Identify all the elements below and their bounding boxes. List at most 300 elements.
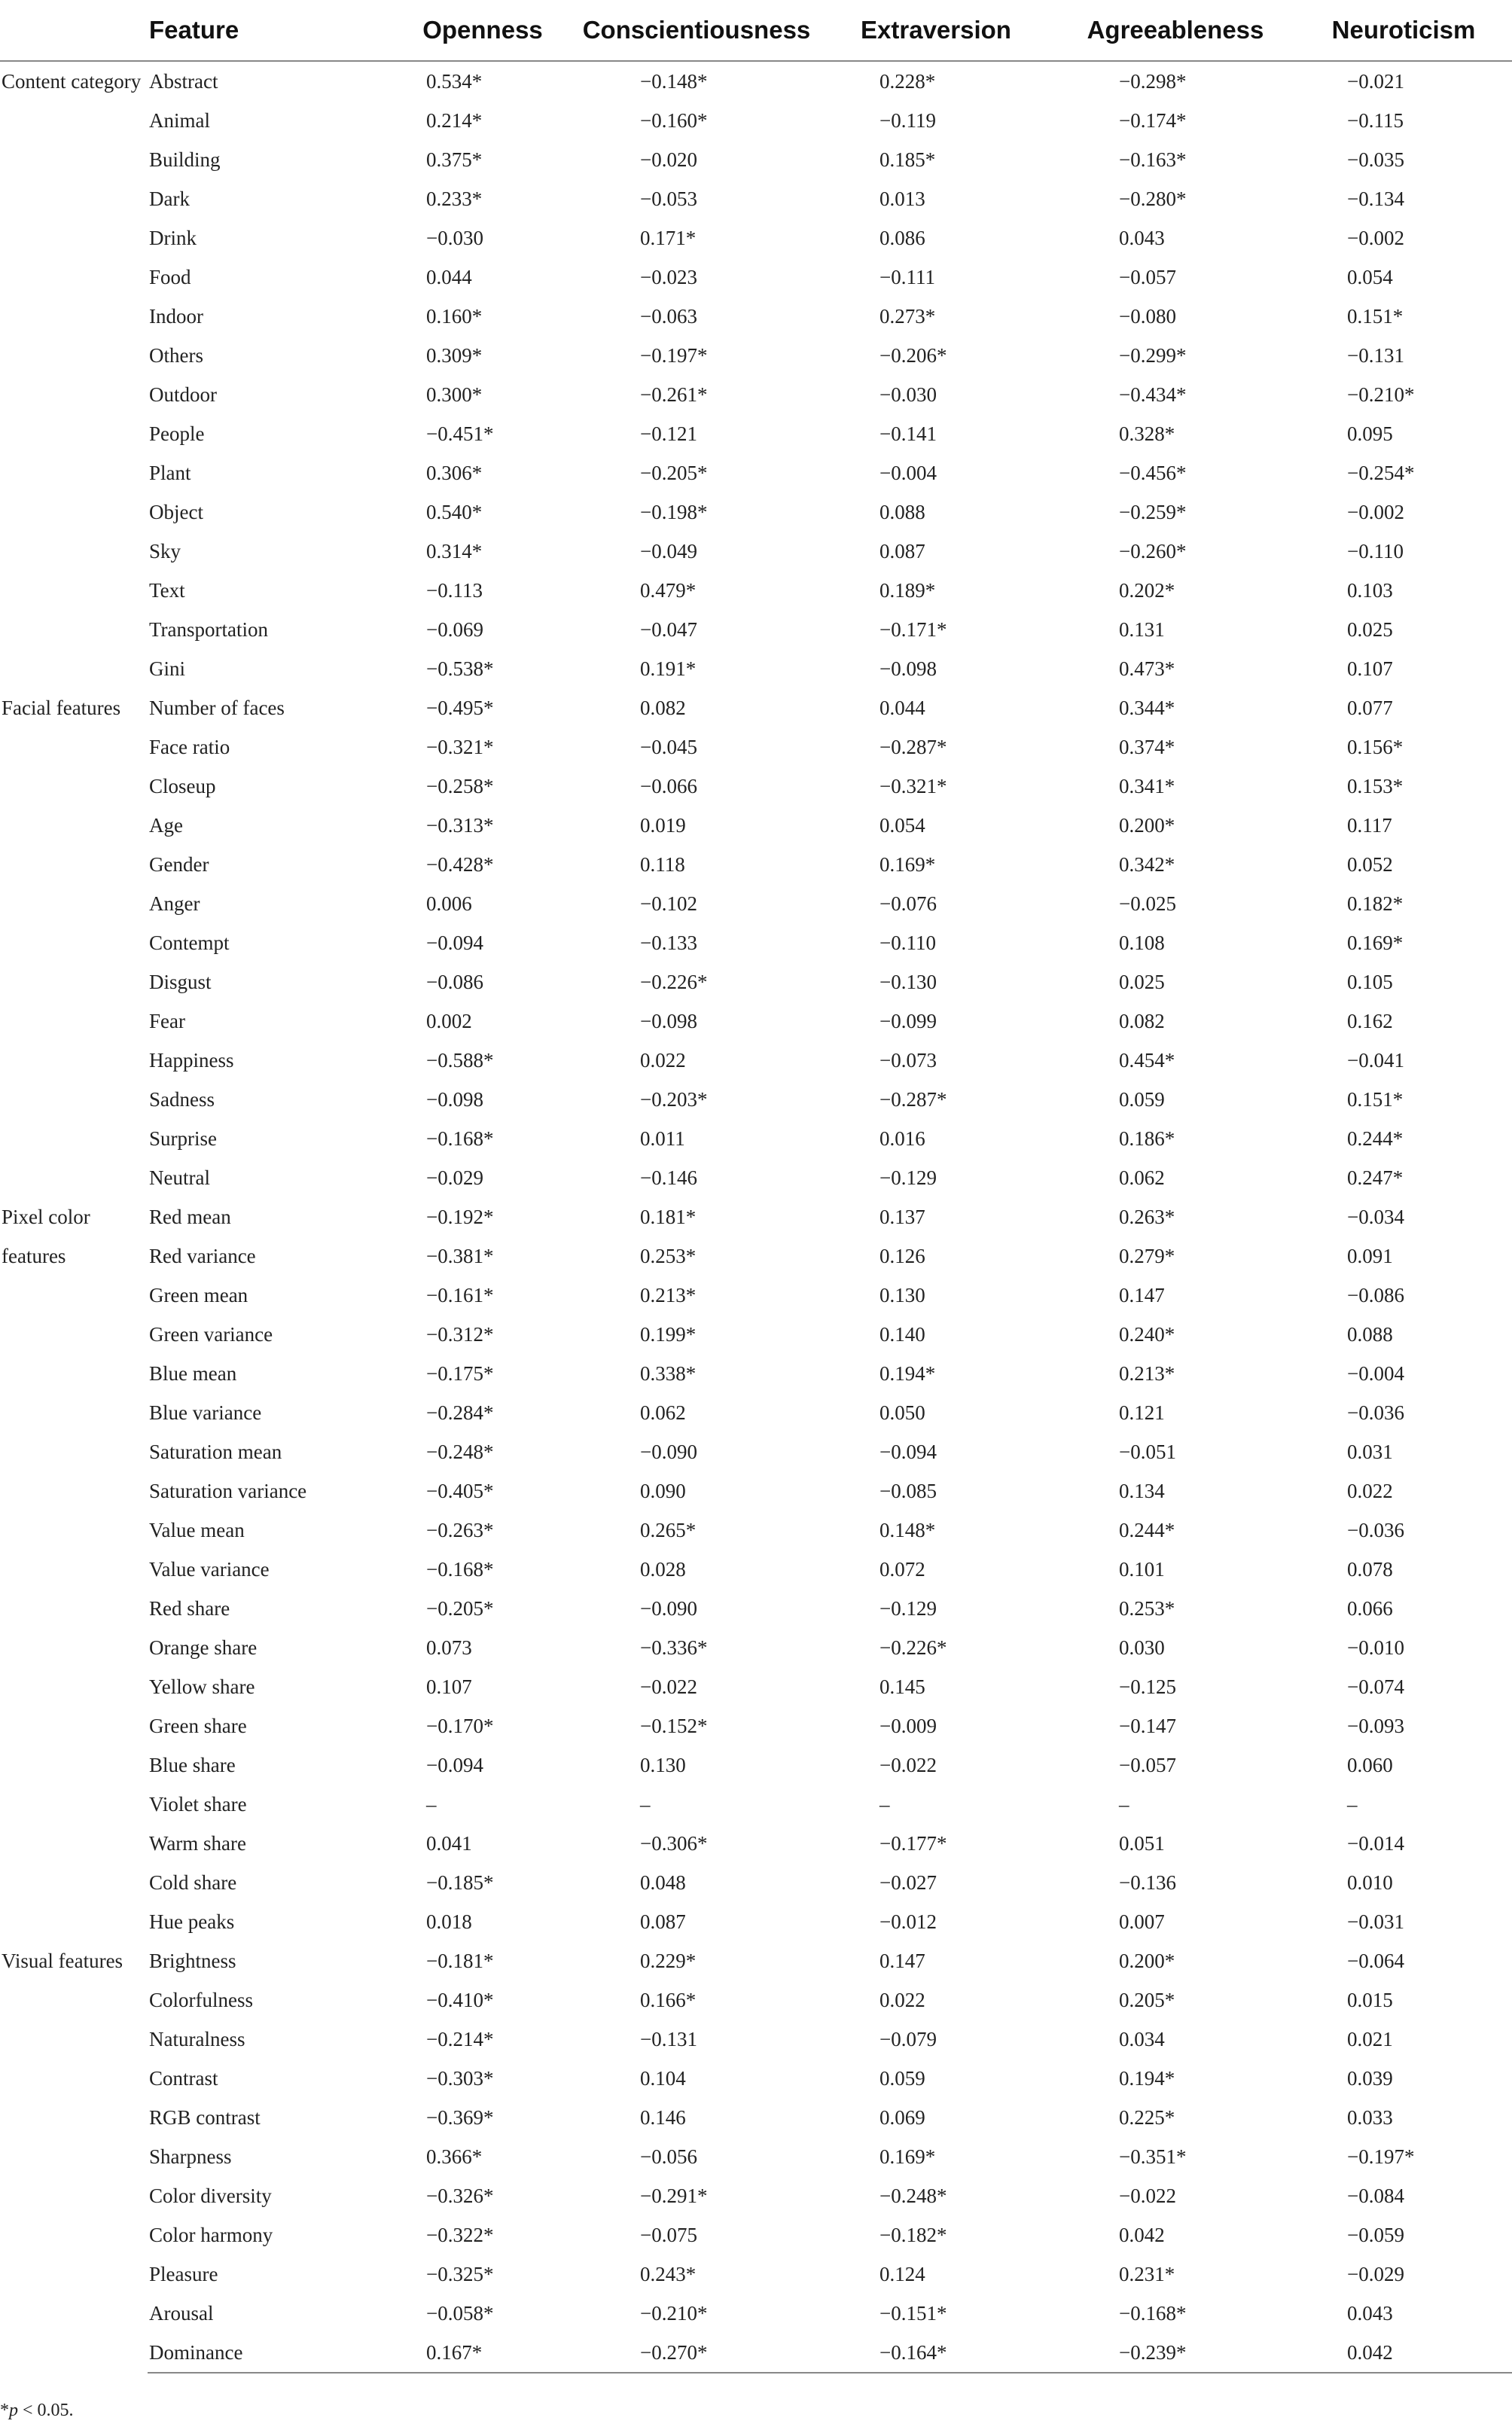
conscientiousness-cell bbox=[577, 2059, 816, 2098]
openness-value: −0.410* bbox=[426, 1989, 494, 2011]
conscientiousness-cell bbox=[577, 1824, 816, 1863]
extraversion-value: 0.013 bbox=[879, 188, 925, 210]
conscientiousness-value: −0.102 bbox=[640, 892, 697, 915]
agreeableness-value: 0.134 bbox=[1119, 1480, 1165, 1502]
openness-value: −0.428* bbox=[426, 853, 494, 876]
extraversion-cell bbox=[816, 2333, 1056, 2373]
table-row bbox=[0, 1706, 1512, 1745]
extraversion-cell bbox=[816, 1550, 1056, 1589]
openness-value: 0.540* bbox=[426, 501, 483, 523]
feature-cell: Anger bbox=[149, 892, 200, 915]
conscientiousness-value: −0.090 bbox=[640, 1441, 697, 1463]
extraversion-cell bbox=[816, 2059, 1056, 2098]
feature-cell: Blue mean bbox=[149, 1362, 237, 1385]
neuroticism-cell bbox=[1295, 532, 1512, 571]
conscientiousness-cell bbox=[577, 2098, 816, 2137]
extraversion-cell bbox=[816, 610, 1056, 649]
extraversion-cell bbox=[816, 1354, 1056, 1393]
conscientiousness-cell bbox=[577, 414, 816, 453]
extraversion-value: 0.022 bbox=[879, 1989, 925, 2011]
conscientiousness-value: 0.019 bbox=[640, 814, 686, 837]
agreeableness-value: −0.174* bbox=[1119, 109, 1187, 132]
extraversion-value: 0.016 bbox=[879, 1127, 925, 1150]
conscientiousness-cell bbox=[577, 1980, 816, 2020]
conscientiousness-cell bbox=[577, 1941, 816, 1980]
table-row bbox=[0, 1745, 1512, 1785]
neuroticism-cell bbox=[1295, 1667, 1512, 1706]
agreeableness-cell bbox=[1056, 1197, 1295, 1236]
feature-cell: Transportation bbox=[149, 618, 269, 641]
openness-value: 0.314* bbox=[426, 540, 483, 563]
openness-value: −0.321* bbox=[426, 736, 494, 758]
conscientiousness-cell bbox=[577, 767, 816, 806]
agreeableness-cell bbox=[1056, 1628, 1295, 1667]
extraversion-value: 0.140 bbox=[879, 1323, 925, 1346]
conscientiousness-cell bbox=[577, 1002, 816, 1041]
neuroticism-cell bbox=[1295, 1628, 1512, 1667]
feature-cell: Arousal bbox=[149, 2302, 214, 2325]
table-row bbox=[0, 1315, 1512, 1354]
neuroticism-cell bbox=[1295, 414, 1512, 453]
openness-cell bbox=[389, 1589, 577, 1628]
conscientiousness-value: −0.205* bbox=[640, 462, 708, 484]
agreeableness-value: 0.042 bbox=[1119, 2224, 1165, 2246]
agreeableness-cell bbox=[1056, 2059, 1295, 2098]
conscientiousness-cell bbox=[577, 1550, 816, 1589]
conscientiousness-cell bbox=[577, 218, 816, 258]
table-row bbox=[0, 2137, 1512, 2176]
feature-cell: Red share bbox=[149, 1597, 230, 1620]
table-row bbox=[0, 1785, 1512, 1824]
agreeableness-cell bbox=[1056, 375, 1295, 414]
neuroticism-value: 0.107 bbox=[1347, 657, 1393, 680]
openness-cell bbox=[389, 2020, 577, 2059]
feature-cell: Color diversity bbox=[149, 2184, 272, 2207]
extraversion-value: 0.169* bbox=[879, 2145, 936, 2168]
conscientiousness-cell bbox=[577, 1745, 816, 1785]
agreeableness-cell bbox=[1056, 1315, 1295, 1354]
table-row bbox=[0, 336, 1512, 375]
agreeableness-cell bbox=[1056, 884, 1295, 923]
conscientiousness-value: −0.053 bbox=[640, 188, 697, 210]
agreeableness-cell bbox=[1056, 1824, 1295, 1863]
feature-cell: Blue share bbox=[149, 1754, 236, 1776]
conscientiousness-cell bbox=[577, 649, 816, 688]
extraversion-value: −0.009 bbox=[879, 1715, 937, 1737]
agreeableness-cell bbox=[1056, 492, 1295, 532]
conscientiousness-value: −0.336* bbox=[640, 1636, 708, 1659]
extraversion-value: 0.072 bbox=[879, 1558, 925, 1581]
table-body bbox=[0, 61, 1512, 2373]
feature-cell: Brightness bbox=[149, 1950, 236, 1972]
conscientiousness-cell bbox=[577, 61, 816, 101]
extraversion-cell bbox=[816, 375, 1056, 414]
neuroticism-cell bbox=[1295, 1158, 1512, 1197]
footnote-marker: * bbox=[0, 2401, 9, 2420]
extraversion-value: −0.129 bbox=[879, 1166, 937, 1189]
conscientiousness-value: −0.075 bbox=[640, 2224, 697, 2246]
extraversion-value: 0.069 bbox=[879, 2106, 925, 2129]
extraversion-cell bbox=[816, 179, 1056, 218]
neuroticism-value: 0.105 bbox=[1347, 971, 1393, 993]
neuroticism-value: −0.004 bbox=[1347, 1362, 1404, 1385]
conscientiousness-cell bbox=[577, 1902, 816, 1941]
group-label: Visual features bbox=[2, 1950, 123, 1972]
conscientiousness-cell bbox=[577, 1432, 816, 1471]
agreeableness-value: 0.051 bbox=[1119, 1832, 1165, 1855]
feature-cell: Gender bbox=[149, 853, 209, 876]
feature-cell: Red mean bbox=[149, 1206, 231, 1228]
openness-value: −0.205* bbox=[426, 1597, 494, 1620]
conscientiousness-cell bbox=[577, 492, 816, 532]
agreeableness-cell bbox=[1056, 2294, 1295, 2333]
table-row bbox=[0, 1824, 1512, 1863]
neuroticism-cell bbox=[1295, 1902, 1512, 1941]
conscientiousness-cell bbox=[577, 1471, 816, 1511]
neuroticism-cell bbox=[1295, 2215, 1512, 2255]
openness-cell bbox=[389, 492, 577, 532]
conscientiousness-value: −0.160* bbox=[640, 109, 708, 132]
extraversion-value: −0.321* bbox=[879, 775, 947, 797]
agreeableness-cell bbox=[1056, 962, 1295, 1002]
agreeableness-cell bbox=[1056, 336, 1295, 375]
openness-value: −0.170* bbox=[426, 1715, 494, 1737]
extraversion-cell bbox=[816, 1511, 1056, 1550]
table-row bbox=[0, 2255, 1512, 2294]
feature-cell: Animal bbox=[149, 109, 210, 132]
agreeableness-value: 0.253* bbox=[1119, 1597, 1175, 1620]
conscientiousness-value: 0.229* bbox=[640, 1950, 697, 1972]
conscientiousness-cell bbox=[577, 845, 816, 884]
header-neuroticism: Neuroticism bbox=[1295, 0, 1512, 61]
feature-cell: Dark bbox=[149, 188, 190, 210]
neuroticism-cell bbox=[1295, 884, 1512, 923]
neuroticism-value: −0.115 bbox=[1347, 109, 1404, 132]
neuroticism-cell bbox=[1295, 218, 1512, 258]
table-row bbox=[0, 1667, 1512, 1706]
table-row bbox=[0, 2020, 1512, 2059]
extraversion-cell bbox=[816, 767, 1056, 806]
extraversion-value: −0.099 bbox=[879, 1010, 937, 1032]
neuroticism-cell bbox=[1295, 101, 1512, 140]
openness-value: 0.534* bbox=[426, 70, 483, 93]
neuroticism-cell bbox=[1295, 806, 1512, 845]
extraversion-cell bbox=[816, 258, 1056, 297]
neuroticism-value: 0.244* bbox=[1347, 1127, 1404, 1150]
openness-cell bbox=[389, 61, 577, 101]
conscientiousness-value: −0.291* bbox=[640, 2184, 708, 2207]
extraversion-cell bbox=[816, 414, 1056, 453]
neuroticism-cell bbox=[1295, 1393, 1512, 1432]
agreeableness-value: −0.259* bbox=[1119, 501, 1187, 523]
conscientiousness-value: −0.022 bbox=[640, 1675, 697, 1698]
feature-cell: Food bbox=[149, 266, 191, 288]
conscientiousness-value: 0.090 bbox=[640, 1480, 686, 1502]
conscientiousness-value: 0.181* bbox=[640, 1206, 697, 1228]
agreeableness-value: 0.131 bbox=[1119, 618, 1165, 641]
neuroticism-value: −0.086 bbox=[1347, 1284, 1404, 1306]
extraversion-value: −0.182* bbox=[879, 2224, 947, 2246]
extraversion-value: 0.189* bbox=[879, 579, 936, 602]
feature-cell: Others bbox=[149, 344, 203, 367]
conscientiousness-cell bbox=[577, 1315, 816, 1354]
conscientiousness-cell bbox=[577, 1785, 816, 1824]
conscientiousness-cell bbox=[577, 2294, 816, 2333]
agreeableness-value: −0.298* bbox=[1119, 70, 1187, 93]
agreeableness-value: −0.280* bbox=[1119, 188, 1187, 210]
neuroticism-cell bbox=[1295, 1119, 1512, 1158]
table-row bbox=[0, 218, 1512, 258]
table-row bbox=[0, 2098, 1512, 2137]
extraversion-value: 0.185* bbox=[879, 148, 936, 171]
openness-value: −0.313* bbox=[426, 814, 494, 837]
conscientiousness-value: −0.063 bbox=[640, 305, 697, 328]
feature-cell: Violet share bbox=[149, 1793, 247, 1816]
extraversion-cell bbox=[816, 649, 1056, 688]
extraversion-value: 0.148* bbox=[879, 1519, 936, 1541]
agreeableness-value: −0.057 bbox=[1119, 266, 1176, 288]
conscientiousness-cell bbox=[577, 1197, 816, 1236]
conscientiousness-cell bbox=[577, 688, 816, 727]
agreeableness-value: −0.136 bbox=[1119, 1871, 1176, 1894]
conscientiousness-cell bbox=[577, 1158, 816, 1197]
openness-value: 0.366* bbox=[426, 2145, 483, 2168]
neuroticism-cell bbox=[1295, 453, 1512, 492]
neuroticism-cell bbox=[1295, 2098, 1512, 2137]
feature-cell: Plant bbox=[149, 462, 191, 484]
conscientiousness-cell bbox=[577, 179, 816, 218]
neuroticism-cell bbox=[1295, 2333, 1512, 2373]
openness-value: −0.168* bbox=[426, 1558, 494, 1581]
extraversion-cell bbox=[816, 1589, 1056, 1628]
conscientiousness-cell bbox=[577, 532, 816, 571]
agreeableness-cell bbox=[1056, 179, 1295, 218]
openness-value: −0.168* bbox=[426, 1127, 494, 1150]
table-row bbox=[0, 453, 1512, 492]
table-row bbox=[0, 1236, 1512, 1276]
extraversion-value: −0.111 bbox=[879, 266, 935, 288]
agreeableness-cell bbox=[1056, 2098, 1295, 2137]
feature-cell: RGB contrast bbox=[149, 2106, 261, 2129]
feature-cell: Green variance bbox=[149, 1323, 273, 1346]
agreeableness-cell bbox=[1056, 1706, 1295, 1745]
conscientiousness-value: 0.199* bbox=[640, 1323, 697, 1346]
neuroticism-value: −0.041 bbox=[1347, 1049, 1404, 1072]
table-row bbox=[0, 1941, 1512, 1980]
agreeableness-cell bbox=[1056, 2255, 1295, 2294]
extraversion-value: −0.287* bbox=[879, 736, 947, 758]
feature-cell: Happiness bbox=[149, 1049, 234, 1072]
openness-value: −0.258* bbox=[426, 775, 494, 797]
conscientiousness-value: −0.121 bbox=[640, 422, 697, 445]
agreeableness-cell bbox=[1056, 2176, 1295, 2215]
neuroticism-value: −0.131 bbox=[1347, 344, 1404, 367]
openness-cell bbox=[389, 1471, 577, 1511]
extraversion-value: −0.164* bbox=[879, 2341, 947, 2364]
agreeableness-cell bbox=[1056, 2020, 1295, 2059]
neuroticism-value: −0.002 bbox=[1347, 501, 1404, 523]
feature-cell: Value variance bbox=[149, 1558, 270, 1581]
openness-cell bbox=[389, 1824, 577, 1863]
conscientiousness-value: −0.049 bbox=[640, 540, 697, 563]
table-row bbox=[0, 1980, 1512, 2020]
agreeableness-value: −0.168* bbox=[1119, 2302, 1187, 2325]
openness-value: −0.192* bbox=[426, 1206, 494, 1228]
feature-cell: Dominance bbox=[148, 2333, 389, 2373]
extraversion-cell bbox=[816, 218, 1056, 258]
extraversion-value: −0.027 bbox=[879, 1871, 937, 1894]
conscientiousness-value: 0.253* bbox=[640, 1245, 697, 1267]
extraversion-value: −0.130 bbox=[879, 971, 937, 993]
openness-cell bbox=[389, 1080, 577, 1119]
neuroticism-value: 0.042 bbox=[1347, 2341, 1393, 2364]
conscientiousness-cell bbox=[577, 1628, 816, 1667]
extraversion-cell bbox=[816, 1276, 1056, 1315]
extraversion-value: −0.171* bbox=[879, 618, 947, 641]
neuroticism-value: 0.025 bbox=[1347, 618, 1393, 641]
extraversion-cell bbox=[816, 845, 1056, 884]
conscientiousness-cell bbox=[577, 806, 816, 845]
conscientiousness-value: – bbox=[640, 1793, 651, 1816]
openness-value: −0.185* bbox=[426, 1871, 494, 1894]
openness-cell bbox=[389, 727, 577, 767]
feature-cell: Contrast bbox=[149, 2067, 218, 2090]
agreeableness-cell bbox=[1056, 258, 1295, 297]
neuroticism-cell bbox=[1295, 1002, 1512, 1041]
neuroticism-value: 0.052 bbox=[1347, 853, 1393, 876]
table-row bbox=[0, 923, 1512, 962]
neuroticism-value: 0.054 bbox=[1347, 266, 1393, 288]
openness-cell bbox=[389, 258, 577, 297]
neuroticism-value: 0.095 bbox=[1347, 422, 1393, 445]
neuroticism-value: −0.002 bbox=[1347, 227, 1404, 249]
agreeableness-cell bbox=[1056, 297, 1295, 336]
extraversion-cell bbox=[816, 2255, 1056, 2294]
openness-cell bbox=[389, 1276, 577, 1315]
extraversion-value: −0.119 bbox=[879, 109, 936, 132]
table-row bbox=[0, 1471, 1512, 1511]
extraversion-cell bbox=[816, 923, 1056, 962]
agreeableness-cell bbox=[1056, 727, 1295, 767]
openness-value: 0.018 bbox=[426, 1910, 472, 1933]
neuroticism-cell bbox=[1295, 1511, 1512, 1550]
neuroticism-cell bbox=[1295, 1432, 1512, 1471]
feature-cell: Hue peaks bbox=[149, 1910, 235, 1933]
table-row bbox=[0, 767, 1512, 806]
neuroticism-value: −0.064 bbox=[1347, 1950, 1404, 1972]
agreeableness-cell bbox=[1056, 414, 1295, 453]
openness-value: 0.044 bbox=[426, 266, 472, 288]
extraversion-value: −0.085 bbox=[879, 1480, 937, 1502]
conscientiousness-cell bbox=[577, 962, 816, 1002]
conscientiousness-cell bbox=[577, 1119, 816, 1158]
conscientiousness-cell bbox=[577, 140, 816, 179]
agreeableness-value: 0.279* bbox=[1119, 1245, 1175, 1267]
neuroticism-value: 0.182* bbox=[1347, 892, 1404, 915]
agreeableness-cell bbox=[1056, 1119, 1295, 1158]
openness-cell bbox=[389, 806, 577, 845]
conscientiousness-value: −0.306* bbox=[640, 1832, 708, 1855]
table-row bbox=[0, 727, 1512, 767]
openness-value: −0.098 bbox=[426, 1088, 483, 1111]
openness-value: 0.300* bbox=[426, 383, 483, 406]
table-row bbox=[0, 1628, 1512, 1667]
agreeableness-cell bbox=[1056, 1589, 1295, 1628]
feature-cell: Gini bbox=[149, 657, 186, 680]
neuroticism-cell bbox=[1295, 140, 1512, 179]
neuroticism-value: 0.153* bbox=[1347, 775, 1404, 797]
agreeableness-cell bbox=[1056, 571, 1295, 610]
table-row bbox=[0, 845, 1512, 884]
extraversion-cell bbox=[816, 1745, 1056, 1785]
table-row bbox=[0, 61, 1512, 101]
neuroticism-value: −0.110 bbox=[1347, 540, 1404, 563]
neuroticism-cell bbox=[1295, 258, 1512, 297]
conscientiousness-value: 0.062 bbox=[640, 1401, 686, 1424]
neuroticism-cell bbox=[1295, 1080, 1512, 1119]
extraversion-cell bbox=[816, 2176, 1056, 2215]
neuroticism-value: – bbox=[1347, 1793, 1358, 1816]
feature-cell: Green mean bbox=[149, 1284, 248, 1306]
agreeableness-value: 0.344* bbox=[1119, 697, 1175, 719]
openness-cell bbox=[389, 297, 577, 336]
neuroticism-cell bbox=[1295, 2294, 1512, 2333]
table-row bbox=[0, 649, 1512, 688]
conscientiousness-cell bbox=[577, 336, 816, 375]
openness-value: 0.002 bbox=[426, 1010, 472, 1032]
agreeableness-value: −0.163* bbox=[1119, 148, 1187, 171]
extraversion-value: −0.226* bbox=[879, 1636, 947, 1659]
table-row bbox=[0, 532, 1512, 571]
openness-value: −0.175* bbox=[426, 1362, 494, 1385]
extraversion-cell bbox=[816, 571, 1056, 610]
neuroticism-value: 0.169* bbox=[1347, 931, 1404, 954]
conscientiousness-value: 0.146 bbox=[640, 2106, 686, 2129]
table-row bbox=[0, 571, 1512, 610]
openness-cell bbox=[389, 1393, 577, 1432]
table-row bbox=[0, 375, 1512, 414]
extraversion-cell bbox=[816, 1158, 1056, 1197]
feature-cell: Color harmony bbox=[149, 2224, 273, 2246]
extraversion-value: 0.124 bbox=[879, 2263, 925, 2285]
agreeableness-value: 0.342* bbox=[1119, 853, 1175, 876]
conscientiousness-value: 0.243* bbox=[640, 2263, 697, 2285]
extraversion-value: −0.129 bbox=[879, 1597, 937, 1620]
extraversion-cell bbox=[816, 1393, 1056, 1432]
feature-cell: Blue variance bbox=[149, 1401, 262, 1424]
extraversion-cell bbox=[816, 2020, 1056, 2059]
extraversion-value: 0.137 bbox=[879, 1206, 925, 1228]
neuroticism-value: −0.029 bbox=[1347, 2263, 1404, 2285]
openness-value: −0.248* bbox=[426, 1441, 494, 1463]
openness-value: −0.284* bbox=[426, 1401, 494, 1424]
openness-value: −0.381* bbox=[426, 1245, 494, 1267]
table-row bbox=[0, 806, 1512, 845]
agreeableness-value: 0.225* bbox=[1119, 2106, 1175, 2129]
neuroticism-cell bbox=[1295, 1276, 1512, 1315]
agreeableness-value: −0.456* bbox=[1119, 462, 1187, 484]
neuroticism-value: 0.031 bbox=[1347, 1441, 1393, 1463]
openness-cell bbox=[389, 1863, 577, 1902]
conscientiousness-cell bbox=[577, 453, 816, 492]
neuroticism-value: −0.035 bbox=[1347, 148, 1404, 171]
table-row bbox=[0, 297, 1512, 336]
openness-cell bbox=[389, 1745, 577, 1785]
extraversion-value: −0.206* bbox=[879, 344, 947, 367]
extraversion-value: 0.088 bbox=[879, 501, 925, 523]
header-group-column bbox=[0, 0, 148, 61]
neuroticism-value: −0.031 bbox=[1347, 1910, 1404, 1933]
